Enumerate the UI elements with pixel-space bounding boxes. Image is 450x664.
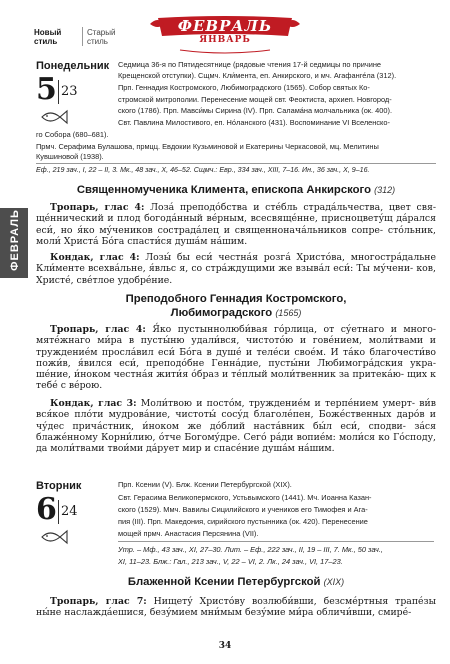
fish-icon: [40, 528, 68, 546]
text-line: ны́не наслажда́ешися, безу́мием мни́мым безу́мие ми́ра обличи́вши, смире́-: [36, 607, 412, 619]
monday-note-line: Кувшиновой (1938).: [36, 152, 104, 161]
divider: [118, 541, 434, 542]
troparion: [36, 202, 436, 247]
tuesday-readings: XI, 11–23. Блж.: Гал., 213 зач., V, 22 – VI, 2. Лк., 24 зач., VI, 17–23.: [118, 557, 343, 566]
kontakion: [36, 252, 436, 286]
section-title: [36, 184, 436, 196]
monday-note-line: Прп. Геннадия Костромского, Любимоградского (1565). Собор святых Ко-: [118, 83, 370, 92]
kontakion: [36, 398, 436, 454]
monday-note-line: Седмица 36-я по Пятидесятнице (рядовые чтения 17-й седмицы по причине: [118, 60, 382, 69]
new-style-label: Новый стиль: [34, 28, 62, 46]
section-year: (312): [374, 185, 396, 195]
tuesday-note-line: Прп. Ксении (V). Блж. Ксении Петербургской (XIX).: [118, 480, 292, 489]
text-line: щих к тебе́ с ве́рою.: [36, 369, 436, 392]
text-line: Лоза́ преподо́бства и сте́бль страда́льчества, цвет свя-: [150, 202, 436, 213]
text-line: сто́льник, моли́ Христа́ Бо́га спасти́ся душа́м на́шим.: [36, 224, 436, 247]
kontakion-label: Кондак, глас 3:: [50, 398, 137, 409]
page-number: 34: [218, 641, 232, 651]
tuesday-date-new: 6: [36, 492, 57, 527]
old-style-label: Старый стиль: [87, 28, 116, 46]
monday-note-line: Прмч. Серафима Булашова, прмцц. Евдокии Кузьминовой и Екатерины Черкасовой, мц. Мелитины: [36, 142, 379, 151]
troparion-label: Тропарь, глас 7:: [50, 596, 147, 607]
tuesday-readings: Утр. – Мф., 43 зач., XI, 27–30. Лит. – Еф., 222 зач., II, 19 – III, 7. Мк., 50 зач.,: [118, 545, 383, 554]
month-title: ФЕВРАЛЬ: [177, 17, 273, 35]
date-divider: [58, 80, 59, 104]
section-year: (XIX): [323, 577, 345, 587]
section-year: (1565): [275, 308, 302, 318]
section-title-text: Преподобного Геннадия Костромского,: [125, 293, 347, 305]
text-line: ко Го́споду, да моли́твами твои́ми да́рует мир и спасе́ние душа́м на́шим.: [36, 431, 436, 455]
section-title: [36, 292, 436, 320]
monday-readings: Еф., 219 зач., I, 22 – II, 3. Мк., 48 зач., X, 46–52. Сщмч.: Евр., 334 зач., XIII, 7–16. Ин., 36 зач., X, 9–16.: [36, 166, 370, 174]
text-line: Кли́менте всехва́льне, я́вльс я, со стра́ждущими же взыва́л еси́: Ты му́чени-: [36, 263, 414, 275]
text-line: даро́в и чу́дес прича́стник, и́ноком же до́блий наста́вник бы́л еси́, сподви-: [36, 409, 436, 432]
text-line: труждение́м просла́вил еси́ Бо́га в душе́ и теле́си свое́м. И та́ко благочести́во: [36, 346, 436, 358]
monday-note-line: го Собора (680–681).: [36, 130, 109, 139]
troparion: [36, 324, 436, 392]
header-divider: [82, 27, 83, 46]
month-side-tab-label: ФЕВРАЛЬ: [9, 209, 21, 271]
month-side-tab: [0, 208, 28, 278]
section-title-text: Любимоградского: [170, 307, 273, 319]
text-line: ше́ние, и́ноком честна́я жити́я о́браз и те́плый моли́твенник за притека́ю-: [36, 369, 405, 381]
month-old-title: ЯНВАРЬ: [199, 35, 251, 45]
tuesday-date-old: 24: [61, 504, 78, 519]
text-line: Моли́твою и посто́м, труждение́м и терпе́нием умерт-: [140, 398, 416, 409]
date-divider: [58, 500, 59, 524]
text-line: Лозы́ бы еси́ честна́я розга́ Христо́ва, многостра́дальне: [145, 252, 436, 263]
text-line: Нищету́ Христо́ву возлюби́вши, безсме́ртныя трапе́зы: [153, 596, 436, 607]
divider: [36, 163, 436, 164]
section-title: [36, 576, 436, 588]
tuesday-note-line: Свт. Герасима Великопермского, Устьвымского (1441). Мч. Иоанна Казан-: [118, 493, 372, 502]
monday-note-line: Крещенской отступки). Сщмч. Кли́мента, еп. Анкирского, и мч. Агафанге́ла (312).: [118, 71, 397, 80]
monday-day-name: Понедельник: [36, 60, 110, 72]
text-line: мяте́жнаго ми́ра в пусты́ню удали́вся, чистото́ю и гове́нием, моли́твами и: [36, 335, 436, 347]
tuesday-note-line: пия (III). Прп. Македония, сирийского пустынника (ок. 420). Перенесение: [118, 517, 368, 526]
troparion-label: Тропарь, глас 4:: [50, 324, 146, 335]
monday-date-old: 23: [61, 84, 78, 99]
text-line: Я́ко пустыннолюби́вая го́рлица, от су́етнаго и много-: [152, 324, 436, 335]
troparion-label: Тропарь, глас 4:: [50, 202, 145, 213]
page-header: [0, 0, 450, 52]
text-line: ще́ннический и плод богода́нный ве́рным, всесвяще́нне, присноцвету́щ: [36, 213, 393, 225]
section-title-text: Блаженной Ксении Петербургской: [127, 576, 321, 588]
tuesday-note-line: мощей прмч. Анастасия Персянина (VII).: [118, 529, 259, 538]
tuesday-day-name: Вторник: [36, 480, 82, 492]
section-title-text: Священномученика Климента, епископа Анкирского: [76, 184, 371, 196]
text-line: ви́в вся́кое пло́ти мудрова́ние, чистоты́ сосу́д благоле́пен, Боже́ственных: [36, 398, 436, 421]
monday-note-line: ского (1786). Прп. Мавси́мы Сирина (IV). Прп. Салама́на молчальника (ок. 400).: [118, 106, 392, 115]
text-line: пожи́в, я́вился еси́, преподо́бне Генна́дие, пусты́ни Любимогра́дския укра-: [36, 357, 436, 369]
tuesday-note-line: ского (1529). Ммч. Вавилы Сицилийского и учеников его Тимофея и Ага-: [118, 505, 368, 514]
troparion: [36, 596, 436, 619]
fish-icon: [40, 108, 68, 126]
text-line: за́ся блаже́нному Корни́лию, о́тче Богому́дре. Сего́ ра́ди вопие́м: моли́ся: [36, 420, 436, 443]
text-line: да́рался еси́, но я́ко му́чеников сострада́лец и священнонача́льников сопре-: [36, 213, 436, 236]
kontakion-label: Кондак, глас 4:: [50, 252, 140, 263]
monday-note-line: стромской митрополии. Перенесение мощей свт. Феоктиста, архиеп. Новгород-: [118, 95, 392, 104]
text-line: ков, Христе́, све́тлое удобре́ние.: [36, 263, 436, 286]
monday-note-line: Свт. Павлина Милостивого, еп. Но́ланского (431). Воспоминание VI Вселенско-: [118, 118, 390, 127]
monday-date-new: 5: [36, 72, 57, 107]
